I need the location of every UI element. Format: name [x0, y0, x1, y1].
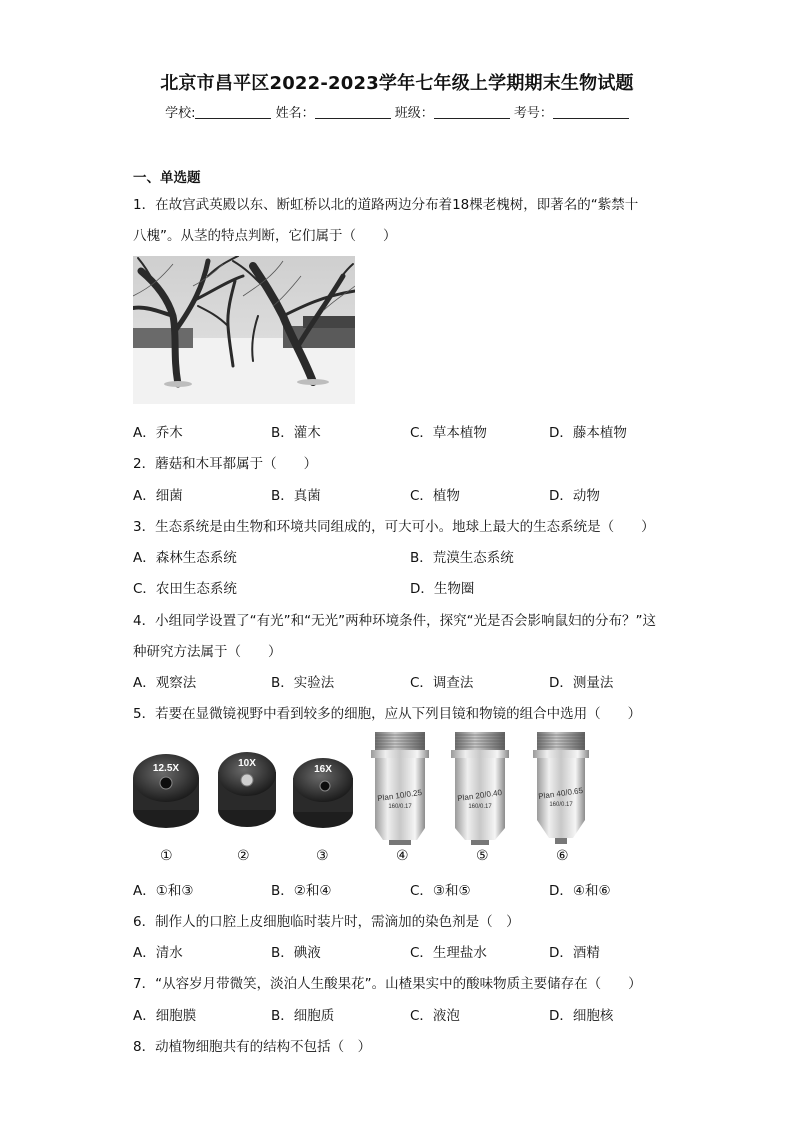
name-blank [315, 105, 391, 119]
question-1-line-1: 1．在故宫武英殿以东、断虹桥以北的道路两边分布着18棵老槐树，即著名的“紫禁十 [133, 197, 639, 213]
svg-text:Plan 10/0.25: Plan 10/0.25 [376, 787, 423, 804]
school-label: 学校: [165, 106, 196, 121]
q3-option-d: D．生物圈 [410, 581, 475, 597]
q1-option-a: A．乔木 [133, 425, 183, 441]
q1-option-c: C．草本植物 [410, 425, 487, 441]
question-4-line-1: 4．小组同学设置了“有光”和“无光”两种环境条件，探究“光是否会影响鼠妇的分布？”这 [133, 613, 657, 629]
q6-option-d: D．酒精 [549, 945, 600, 961]
svg-text:12.5X: 12.5X [152, 763, 180, 774]
student-info-line [0, 102, 794, 121]
q4-option-a: A．观察法 [133, 675, 197, 691]
question-6: 6．制作人的口腔上皮细胞临时装片时，需滴加的染色剂是（ ） [133, 914, 520, 930]
eyepiece-2 [218, 752, 276, 827]
svg-text:10X: 10X [238, 758, 256, 769]
q4-option-c: C．调查法 [410, 675, 474, 691]
q7-option-a: A．细胞膜 [133, 1008, 197, 1024]
eyepiece-1 [133, 754, 199, 828]
objective-1 [371, 732, 429, 845]
objective-2 [451, 732, 509, 845]
lenses-image [133, 728, 593, 846]
q5-option-d: D．④和⑥ [549, 883, 611, 899]
q1-option-d: D．藤本植物 [549, 425, 627, 441]
svg-text:16X: 16X [314, 764, 332, 775]
q2-option-a: A．细菌 [133, 488, 183, 504]
lens-label-4: ④ [396, 848, 409, 864]
lens-label-3: ③ [316, 848, 329, 864]
question-4-line-2: 种研究方法属于（ ） [133, 644, 282, 660]
question-8: 8．动植物细胞共有的结构不包括（ ） [133, 1039, 372, 1055]
q7-option-b: B．细胞质 [271, 1008, 335, 1024]
q5-option-c: C．③和⑤ [410, 883, 471, 899]
eyepiece-3 [293, 758, 353, 828]
q2-option-c: C．植物 [410, 488, 460, 504]
q1-option-b: B．灌木 [271, 425, 321, 441]
q3-option-b: B．荒漠生态系统 [410, 550, 514, 566]
class-blank [434, 105, 510, 119]
page-title: 北京市昌平区2022-2023学年七年级上学期期末生物试题 [160, 73, 634, 94]
school-blank [195, 105, 271, 119]
q7-option-c: C．液泡 [410, 1008, 460, 1024]
name-label: 姓名： [275, 106, 315, 121]
microscope-lenses-figure [133, 728, 593, 876]
svg-text:160/0.17: 160/0.17 [388, 804, 412, 810]
q6-option-b: B．碘液 [271, 945, 321, 961]
question-2: 2．蘑菇和木耳都属于（ ） [133, 456, 318, 472]
question-3: 3．生态系统是由生物和环境共同组成的，可大可小。地球上最大的生态系统是（ ） [133, 519, 655, 535]
class-label: 班级： [394, 106, 434, 121]
q2-option-b: B．真菌 [271, 488, 321, 504]
q2-option-d: D．动物 [549, 488, 600, 504]
q3-option-a: A．森林生态系统 [133, 550, 237, 566]
lens-label-1: ① [160, 848, 173, 864]
q5-option-a: A．①和③ [133, 883, 194, 899]
id-label: 考号： [513, 106, 553, 121]
q5-option-b: B．②和④ [271, 883, 332, 899]
old-locust-trees-image [133, 256, 355, 404]
id-blank [553, 105, 629, 119]
q7-option-d: D．细胞核 [549, 1008, 614, 1024]
svg-text:160/0.17: 160/0.17 [549, 802, 573, 808]
q6-option-a: A．清水 [133, 945, 183, 961]
question-1-line-2: 八槐”。从茎的特点判断，它们属于（ ） [133, 228, 397, 244]
svg-text:Plan 20/0.40: Plan 20/0.40 [456, 787, 503, 804]
q6-option-c: C．生理盐水 [410, 945, 487, 961]
q4-option-b: B．实验法 [271, 675, 335, 691]
svg-text:Plan 40/0.65: Plan 40/0.65 [537, 785, 584, 802]
svg-text:160/0.17: 160/0.17 [468, 804, 492, 810]
lens-label-5: ⑤ [476, 848, 489, 864]
lens-label-6: ⑥ [556, 848, 569, 864]
q3-option-c: C．农田生态系统 [133, 581, 237, 597]
question-7: 7．“从容岁月带微笑，淡泊人生酸果花”。山楂果实中的酸味物质主要储存在（ ） [133, 976, 642, 992]
lens-label-2: ② [237, 848, 250, 864]
question-5: 5．若要在显微镜视野中看到较多的细胞，应从下列目镜和物镜的组合中选用（ ） [133, 706, 642, 722]
objective-3 [533, 732, 589, 844]
tree-photo [133, 256, 355, 404]
q4-option-d: D．测量法 [549, 675, 614, 691]
section-heading: 一、单选题 [133, 170, 201, 186]
